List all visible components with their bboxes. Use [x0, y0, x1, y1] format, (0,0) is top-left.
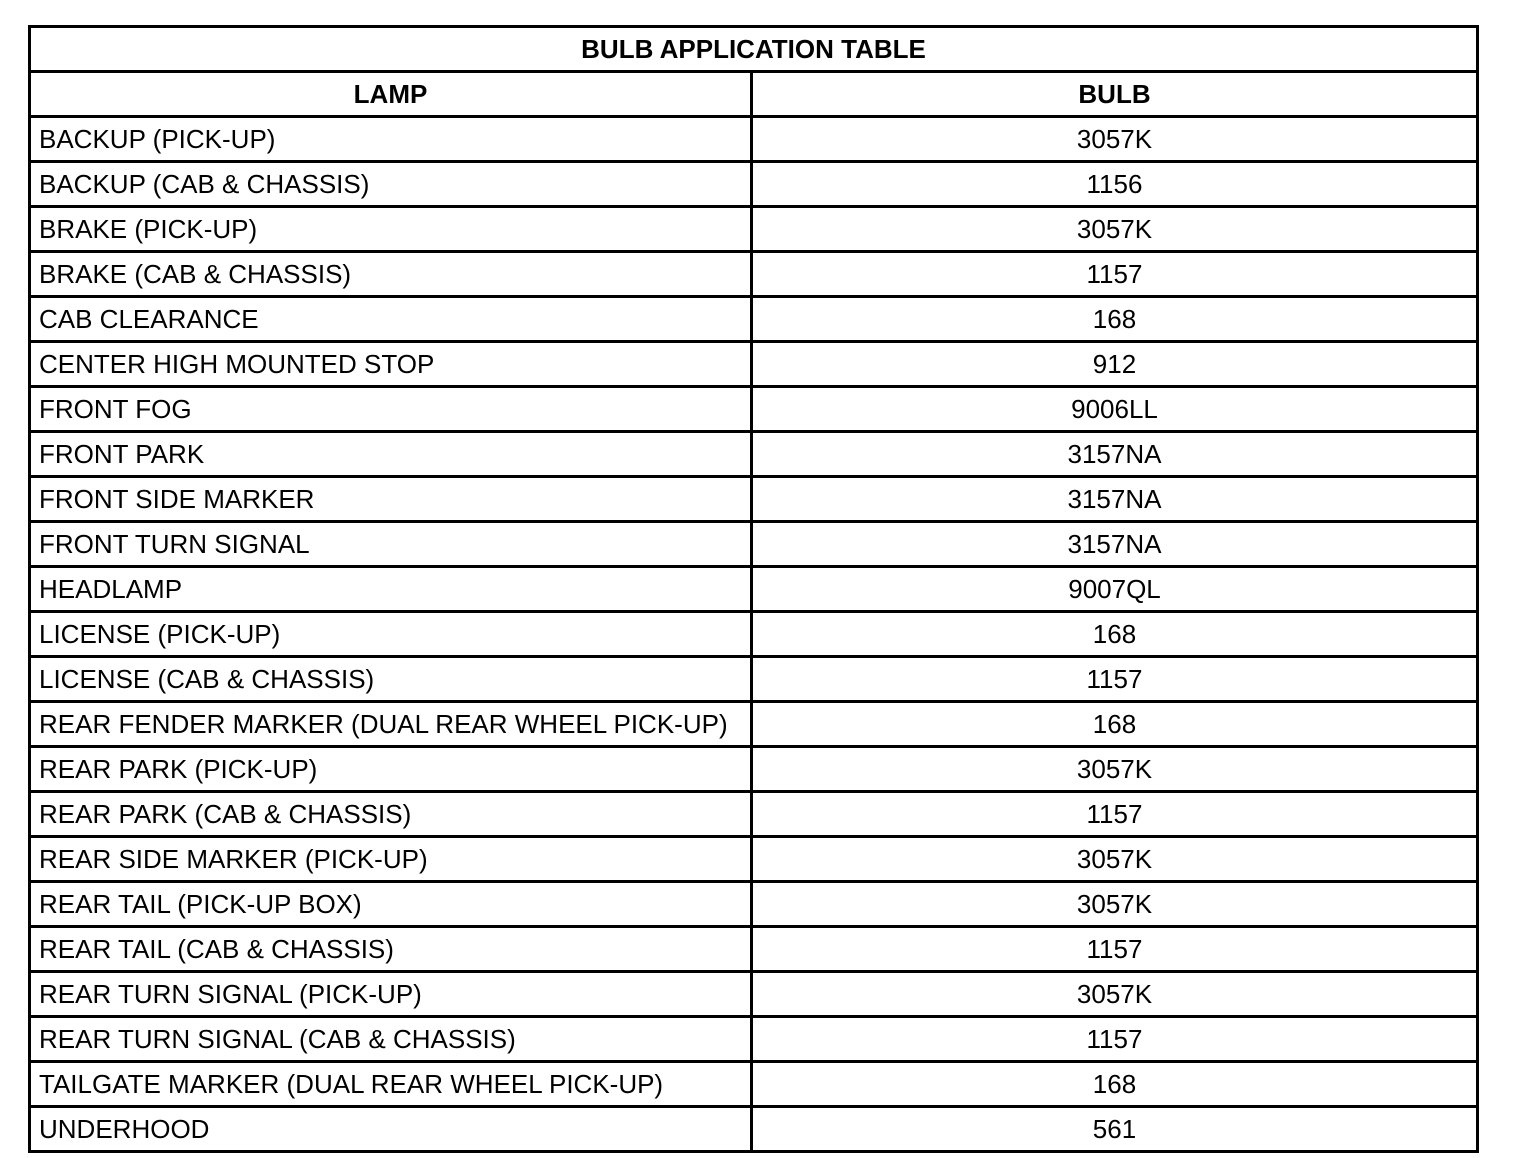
table-row: [30, 1107, 1478, 1152]
table-row: [30, 747, 1478, 792]
lamp-cell: FRONT FOG: [30, 387, 752, 432]
lamp-column-header: LAMP: [30, 72, 752, 117]
lamp-cell: FRONT PARK: [30, 432, 752, 477]
table-row: [30, 297, 1478, 342]
table-row: [30, 252, 1478, 297]
table-row: [30, 342, 1478, 387]
bulb-cell: 561: [752, 1107, 1478, 1152]
bulb-cell: 168: [752, 1062, 1478, 1107]
bulb-cell: 3057K: [752, 882, 1478, 927]
bulb-cell: 3057K: [752, 837, 1478, 882]
bulb-cell: 1157: [752, 657, 1478, 702]
table-row: [30, 792, 1478, 837]
table-row: [30, 207, 1478, 252]
lamp-cell: BRAKE (CAB & CHASSIS): [30, 252, 752, 297]
bulb-cell: 168: [752, 297, 1478, 342]
table-row: [30, 162, 1478, 207]
bulb-column-header: BULB: [752, 72, 1478, 117]
lamp-cell: BRAKE (PICK-UP): [30, 207, 752, 252]
bulb-cell: 9006LL: [752, 387, 1478, 432]
table-body: [30, 117, 1478, 1152]
table-row: [30, 837, 1478, 882]
table-row: [30, 927, 1478, 972]
table-title: BULB APPLICATION TABLE: [30, 27, 1478, 72]
table-header-row: [30, 72, 1478, 117]
table-row: [30, 117, 1478, 162]
lamp-cell: FRONT SIDE MARKER: [30, 477, 752, 522]
lamp-cell: REAR PARK (CAB & CHASSIS): [30, 792, 752, 837]
lamp-cell: REAR TAIL (CAB & CHASSIS): [30, 927, 752, 972]
lamp-cell: REAR PARK (PICK-UP): [30, 747, 752, 792]
bulb-cell: 168: [752, 612, 1478, 657]
lamp-cell: REAR TURN SIGNAL (CAB & CHASSIS): [30, 1017, 752, 1062]
table-row: [30, 522, 1478, 567]
lamp-cell: FRONT TURN SIGNAL: [30, 522, 752, 567]
lamp-cell: CAB CLEARANCE: [30, 297, 752, 342]
lamp-cell: REAR SIDE MARKER (PICK-UP): [30, 837, 752, 882]
bulb-cell: 1157: [752, 1017, 1478, 1062]
lamp-cell: BACKUP (PICK-UP): [30, 117, 752, 162]
table-row: [30, 387, 1478, 432]
bulb-cell: 3057K: [752, 972, 1478, 1017]
bulb-cell: 3057K: [752, 747, 1478, 792]
lamp-cell: LICENSE (CAB & CHASSIS): [30, 657, 752, 702]
lamp-cell: TAILGATE MARKER (DUAL REAR WHEEL PICK-UP): [30, 1062, 752, 1107]
bulb-cell: 912: [752, 342, 1478, 387]
table-row: [30, 477, 1478, 522]
bulb-cell: 1156: [752, 162, 1478, 207]
lamp-cell: REAR FENDER MARKER (DUAL REAR WHEEL PICK-UP): [30, 702, 752, 747]
lamp-cell: BACKUP (CAB & CHASSIS): [30, 162, 752, 207]
table-row: [30, 432, 1478, 477]
lamp-cell: UNDERHOOD: [30, 1107, 752, 1152]
table-title-row: [30, 27, 1478, 72]
table-row: [30, 702, 1478, 747]
lamp-cell: REAR TURN SIGNAL (PICK-UP): [30, 972, 752, 1017]
bulb-cell: 9007QL: [752, 567, 1478, 612]
table-row: [30, 1062, 1478, 1107]
table-row: [30, 972, 1478, 1017]
lamp-cell: LICENSE (PICK-UP): [30, 612, 752, 657]
bulb-cell: 3157NA: [752, 477, 1478, 522]
bulb-application-table: [28, 25, 1479, 1153]
lamp-cell: REAR TAIL (PICK-UP BOX): [30, 882, 752, 927]
table-row: [30, 612, 1478, 657]
bulb-cell: 168: [752, 702, 1478, 747]
bulb-cell: 3057K: [752, 207, 1478, 252]
lamp-cell: HEADLAMP: [30, 567, 752, 612]
table-row: [30, 882, 1478, 927]
table-row: [30, 657, 1478, 702]
bulb-cell: 3057K: [752, 117, 1478, 162]
bulb-cell: 1157: [752, 927, 1478, 972]
bulb-cell: 3157NA: [752, 522, 1478, 567]
table-row: [30, 1017, 1478, 1062]
bulb-cell: 1157: [752, 792, 1478, 837]
bulb-cell: 3157NA: [752, 432, 1478, 477]
table-row: [30, 567, 1478, 612]
lamp-cell: CENTER HIGH MOUNTED STOP: [30, 342, 752, 387]
bulb-cell: 1157: [752, 252, 1478, 297]
